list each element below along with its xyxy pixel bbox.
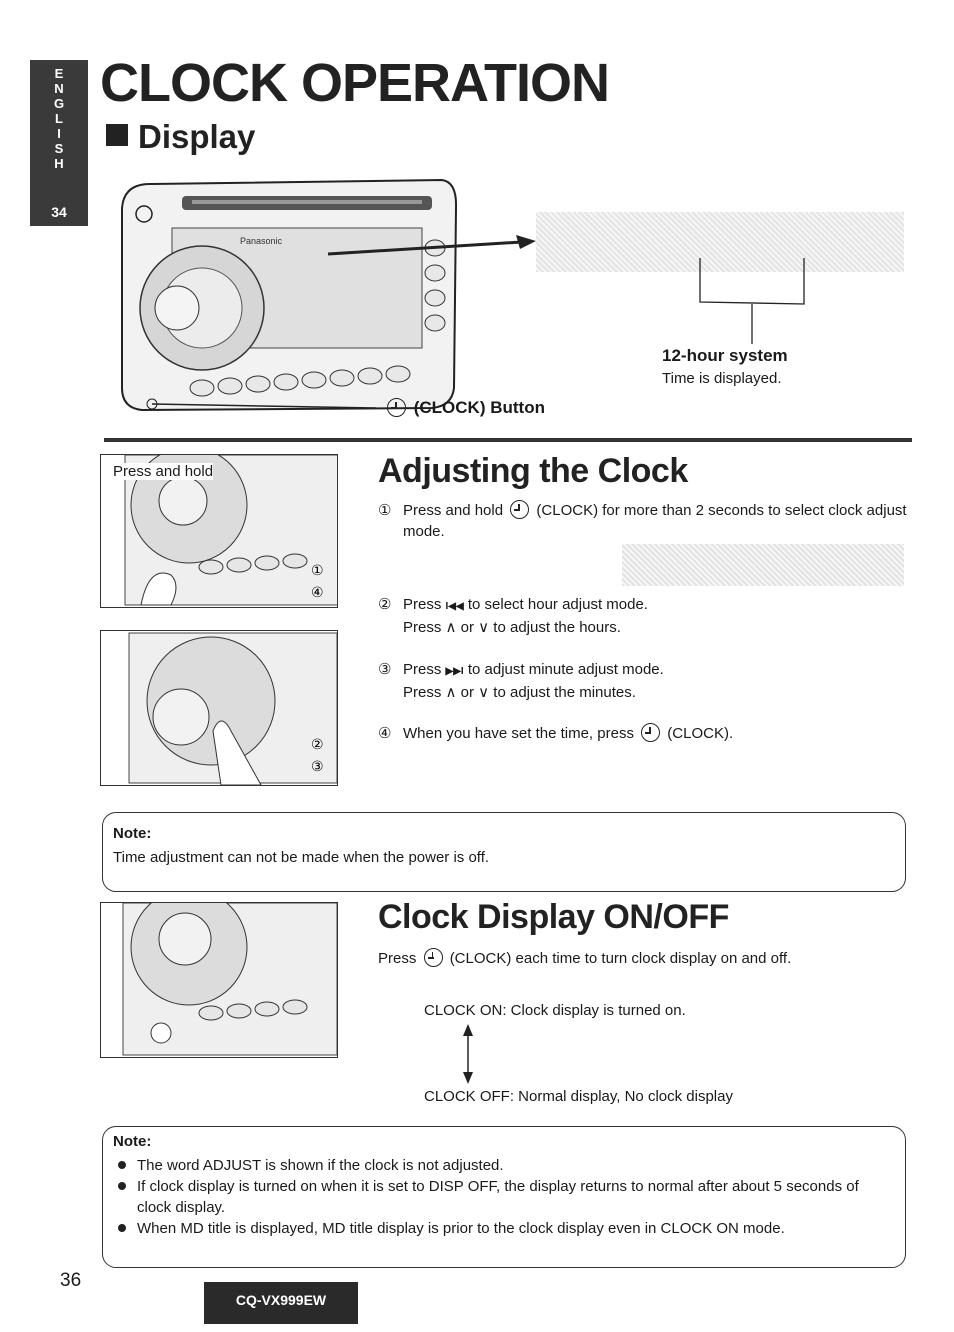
image2-marker-2: ② (311, 737, 324, 753)
language-tab-letter: N (54, 81, 64, 96)
step-3: ③ Press ▶▶I to adjust minute adjust mode. Press ∧ or ∨ to adjust the minutes. (378, 661, 664, 701)
step-4: ④ When you have set the time, press (CLOCK). (378, 725, 734, 742)
hour-system-label: 12-hour system (662, 346, 788, 365)
adjusting-clock-heading: Adjusting the Clock (378, 452, 688, 490)
clock-icon (510, 500, 529, 519)
clock-button-leader-line (150, 396, 390, 416)
clock-display-onoff-heading: Clock Display ON/OFF (378, 898, 729, 936)
clock-button-label: (CLOCK) Button (384, 398, 545, 418)
clock-on-label: CLOCK ON: Clock display is turned on. (424, 1002, 686, 1019)
toggle-arrow-icon (460, 1024, 476, 1084)
display-bracket (696, 256, 812, 346)
language-tab-letters (30, 66, 88, 171)
language-tab-letter: G (53, 96, 65, 111)
image2-marker-3: ③ (311, 759, 324, 775)
language-tab-letter: S (54, 141, 64, 156)
note-2-list (113, 1155, 897, 1239)
adjust-display-sample (622, 544, 904, 586)
language-tab-number: 34 (51, 204, 67, 220)
language-tab (30, 60, 88, 226)
section-display-heading: Display (106, 118, 255, 156)
clock-off-label: CLOCK OFF: Normal display, No clock display (424, 1088, 733, 1105)
hour-system-description: Time is displayed. (662, 370, 782, 387)
clock-display-image (100, 902, 338, 1058)
press-and-hold-caption: Press and hold (113, 463, 214, 480)
heading-square-icon (106, 124, 128, 146)
note-1-title: Note: (113, 825, 152, 842)
previous-track-icon: I◀◀ (445, 601, 464, 612)
image1-marker-1: ① (311, 563, 324, 579)
clock-icon (424, 948, 443, 967)
unit-brand-text: Panasonic (240, 236, 283, 246)
head-unit-detail-illustration (101, 903, 337, 1057)
model-badge: CQ-VX999EW (204, 1282, 358, 1324)
step-1: ① Press and hold (CLOCK) for more than 2 seconds to select clock adjust mode. (378, 502, 907, 540)
image1-marker-4: ④ (311, 585, 324, 601)
finger-button-illustration (101, 631, 337, 785)
clock-icon (641, 723, 660, 742)
language-tab-letter: E (54, 66, 64, 81)
language-tab-letter: L (55, 111, 63, 126)
adjust-image-1 (100, 454, 338, 608)
note-2-item: The word ADJUST is shown if the clock is not adjusted. (113, 1155, 897, 1176)
note-2-title: Note: (113, 1133, 152, 1150)
clock-display-instruction: Press (CLOCK) each time to turn clock display on and off. (378, 950, 792, 967)
next-track-icon: ▶▶I (445, 666, 464, 677)
section-divider (104, 438, 912, 442)
page-title: CLOCK OPERATION (100, 53, 609, 113)
note-1-text: Time adjustment can not be made when the power is off. (113, 849, 490, 866)
note-2-item: When MD title is displayed, MD title display is prior to the clock display even in CLOCK ON mode. (113, 1218, 897, 1239)
language-tab-letter: I (57, 126, 61, 141)
note-box-1 (102, 812, 906, 892)
head-unit-illustration (112, 178, 462, 418)
display-arrow (326, 232, 546, 262)
adjust-image-2 (100, 630, 338, 786)
note-2-item: If clock display is turned on when it is set to DISP OFF, the display returns to normal after about 5 seconds of clock display. (113, 1176, 897, 1218)
page-number: 36 (60, 1270, 82, 1291)
clock-icon (387, 398, 406, 417)
language-tab-letter: H (54, 156, 64, 171)
note-box-2 (102, 1126, 906, 1268)
step-2: ② Press I◀◀ to select hour adjust mode. Press ∧ or ∨ to adjust the hours. (378, 596, 648, 636)
